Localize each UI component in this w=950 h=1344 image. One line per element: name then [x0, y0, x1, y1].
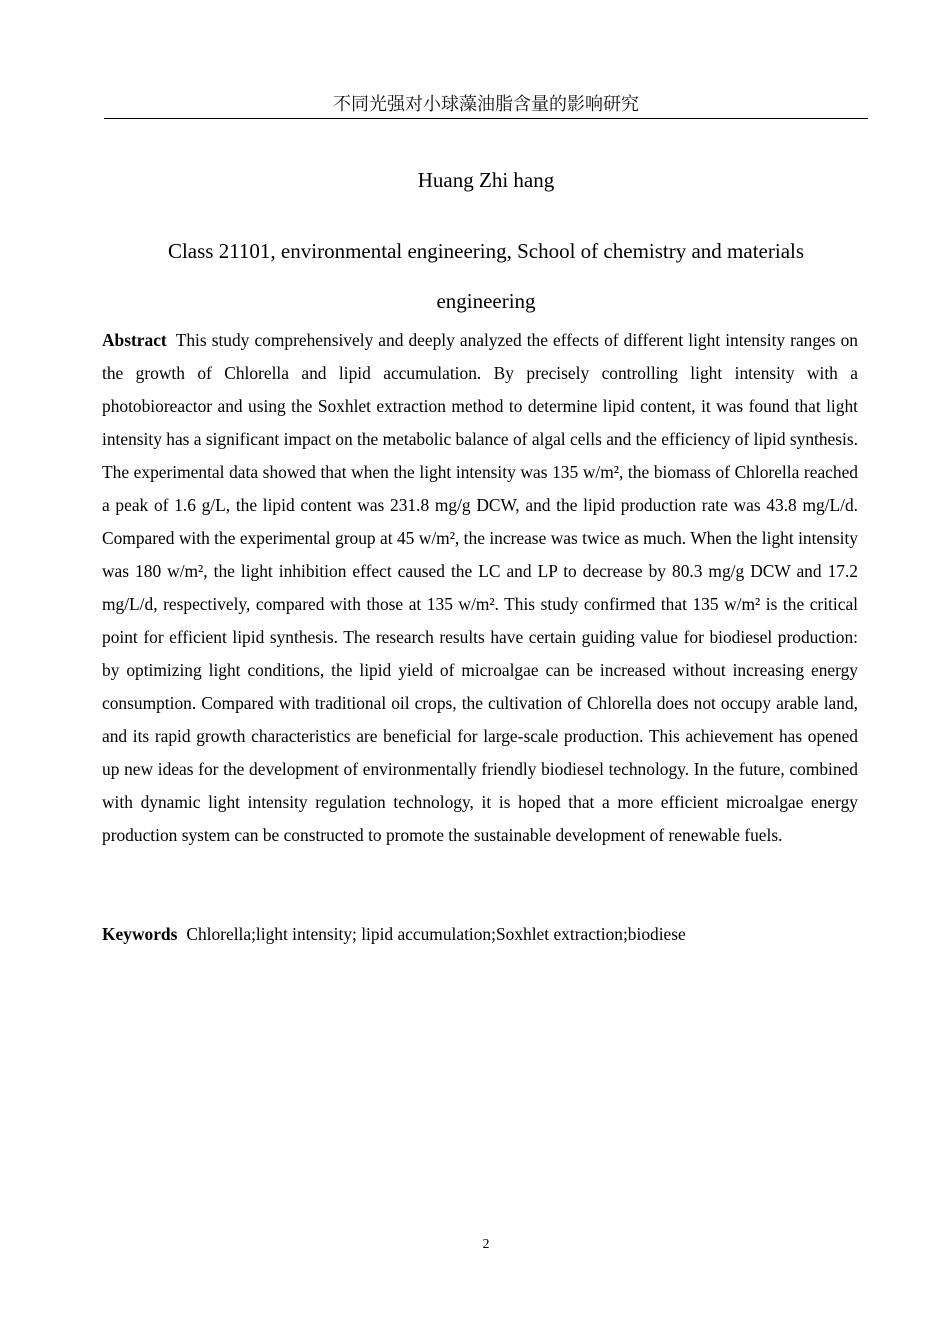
header-divider [104, 118, 868, 119]
running-header-title: 不同光强对小球藻油脂含量的影响研究 [333, 94, 639, 115]
author-affiliation: Class 21101, environmental engineering, School of chemistry and materials engineering [167, 239, 805, 313]
page-number: 2 [482, 1237, 490, 1252]
abstract-text: This study comprehensively and deeply analyzed the effects of different light intensity ranges on the growth of Chlorella and lipid accumulation. By precisely controlling light intensity with a photobioreactor and using the Soxhlet extraction method to determine lipid content, it was found that light intensity has a significant impact on the metabolic balance of algal cells and the efficiency of lipid synthesis. The experimental data showed that when the light intensity was 135 w/m², the biomass of Chlorella reached a peak of 1.6 g/L, the lipid content was 231.8 mg/g DCW, and the lipid production rate was 43.8 mg/L/d. Compared with the experimental group at 45 w/m², the increase was twice as much. When the light intensity was 180 w/m², the light inhibition effect caused the LC and LP to decrease by 80.3 mg/g DCW and 17.2 mg/L/d, respectively, compared with those at 135 w/m². This study confirmed that 135 w/m² is the critical point for efficient lipid synthesis. The research results have certain guiding value for biodiesel production: by optimizing light conditions, the lipid yield of microalgae can be increased without increasing energy consumption. Compared with traditional oil crops, the cultivation of Chlorella does not occupy arable land, and its rapid growth characteristics are beneficial for large-scale production. This achievement has opened up new ideas for the development of environmentally friendly biodiesel technology. In the future, combined with dynamic light intensity regulation technology, it is hoped that a more efficient microalgae energy production system can be constructed to promote the sustainable development of renewable fuels. [102, 330, 858, 845]
author-name: Huang Zhi hang [417, 168, 555, 192]
abstract-section [102, 324, 858, 852]
abstract-label: Abstract [102, 330, 167, 350]
keywords-label: Keywords [102, 924, 178, 944]
keywords-text: Chlorella;light intensity; lipid accumulation;Soxhlet extraction;biodiese [186, 924, 686, 944]
keywords-section [102, 918, 858, 951]
